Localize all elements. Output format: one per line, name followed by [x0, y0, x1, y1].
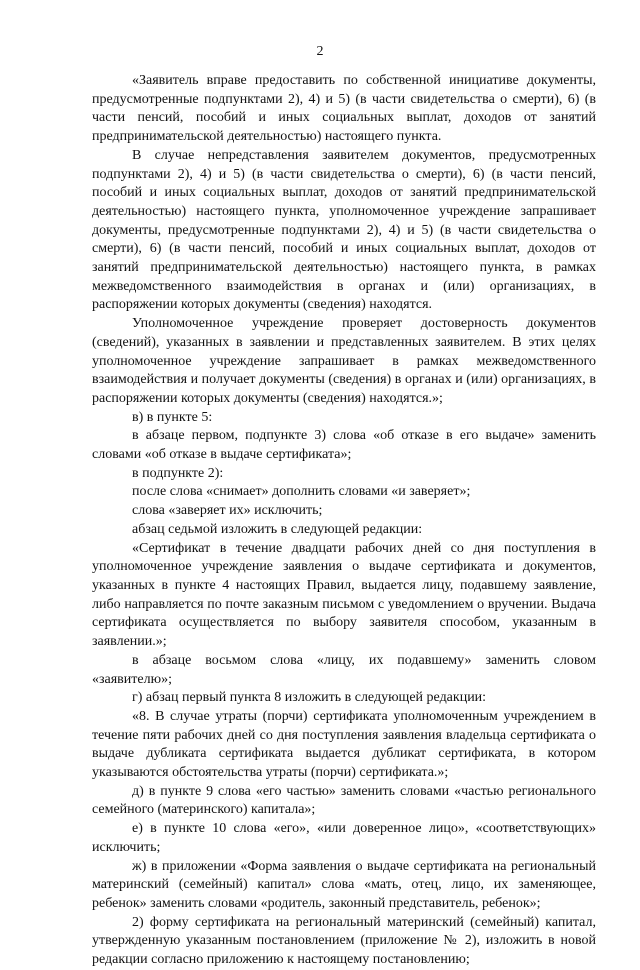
paragraph: в абзаце первом, подпункте 3) слова «об отказе в его выдаче» заменить словами «об отказе в выдаче сертификата»; — [92, 428, 596, 463]
paragraph: ж) в приложении «Форма заявления о выдаче сертификата на региональный материнский (семейный) капитал» слова «мать, отец, лицо, их заменяющее, ребенок» заменить словами «родитель, законный представитель, ребенок»; — [92, 858, 596, 911]
paragraph: в подпункте 2): — [132, 465, 224, 481]
paragraph: в) в пункте 5: — [132, 409, 213, 425]
paragraph: «Сертификат в течение двадцати рабочих дней со дня поступления в уполномоченное учреждение заявления о выдаче сертификата и документов, указанных в пункте 4 настоящих Правил, выдается лицу, подавшему заявление, либо направляется по почте заказным письмом с уведомлением о вручении. Выдача сертификата осуществляется по выбору заявителя способом, указанным в заявлении.»; — [92, 540, 596, 650]
paragraph: г) абзац первый пункта 8 изложить в следующей редакции: — [132, 690, 487, 706]
paragraph: Уполномоченное учреждение проверяет достоверность документов (сведений), указанных в заявлении и представленных заявителем. В этих целях уполномоченное учреждение запрашивает в рамках межведомственного взаимодействия и получает документы (сведения) в органах и (или) организациях, в распоряжении которых документы (сведения) находятся.»; — [92, 316, 596, 406]
paragraph: 2) форму сертификата на региональный материнский (семейный) капитал, утвержденную указанным постановлением (приложение № 2), изложить в новой редакции согласно приложению к настоящему постановлению; — [92, 914, 596, 968]
paragraph: В случае непредставления заявителем документов, предусмотренных подпунктами 2), 4) и 5) (в части свидетельства о смерти), 6) (в части пенсий, пособий и иных социальных выплат, доходов от занятий предпринимательской деятельностью) настоящего пункта, уполномоченное учреждение запрашивает документы, предусмотренные подпунктами 2), 4) и 5) (в части свидетельства о смерти), 6) (в части пенсий, пособий и иных социальных выплат, доходов от занятий предпринимательской деятельностью) настоящего пункта, в рамках межведомственного взаимодействия в органах и (или) организациях, в распоряжении которых документы (сведения) находятся. — [92, 147, 596, 313]
paragraph: д) в пункте 9 слова «его частью» заменить словами «частью регионального семейного (материнского) капитала»; — [92, 783, 596, 818]
paragraph: абзац седьмой изложить в следующей редакции: — [132, 521, 423, 537]
document-body — [92, 72, 596, 970]
paragraph: «8. В случае утраты (порчи) сертификата уполномоченным учреждением в течение пяти рабочих дней со дня поступления заявления владельца сертификата о выдаче дубликата сертификата выдается дубликат сертификата, в котором указываются обстоятельства утраты (порчи) сертификата.»; — [92, 708, 596, 781]
page-number: 2 — [316, 44, 324, 59]
paragraph: в абзаце восьмом слова «лицу, их подавшему» заменить словом «заявителю»; — [92, 652, 596, 687]
paragraph: е) в пункте 10 слова «его», «или доверенное лицо», «соответствующих» исключить; — [92, 821, 596, 855]
paragraph: после слова «снимает» дополнить словами «и заверяет»; — [132, 484, 471, 500]
paragraph: слова «заверяет их» исключить; — [132, 503, 323, 519]
paragraph: «Заявитель вправе предоставить по собственной инициативе документы, предусмотренные подпунктами 2), 4) и 5) (в части свидетельства о смерти), 6) (в части пенсий, пособий и иных социальных выплат, доходов от занятий предпринимательской деятельностью) настоящего пункта. — [92, 73, 596, 145]
